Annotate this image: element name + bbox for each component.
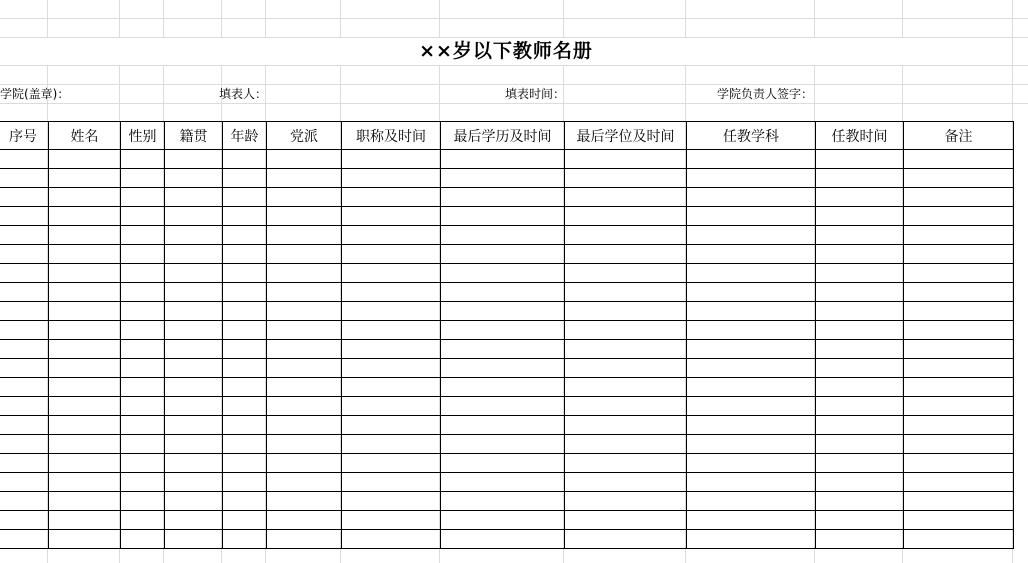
table-cell[interactable] — [441, 359, 565, 378]
table-cell[interactable] — [267, 207, 342, 226]
table-cell[interactable] — [223, 378, 267, 397]
table-cell[interactable] — [687, 226, 816, 245]
table-cell[interactable] — [342, 264, 441, 283]
table-cell[interactable] — [441, 264, 565, 283]
table-cell[interactable] — [267, 378, 342, 397]
table-row — [0, 169, 1014, 188]
table-cell[interactable] — [49, 207, 121, 226]
header-party[interactable]: 党派 — [267, 122, 342, 150]
table-cell[interactable] — [565, 473, 687, 492]
table-cell[interactable] — [904, 188, 1014, 207]
table-cell[interactable] — [904, 511, 1014, 530]
table-cell[interactable] — [816, 283, 904, 302]
table-cell[interactable] — [441, 321, 565, 340]
table-cell[interactable] — [49, 473, 121, 492]
table-cell[interactable] — [49, 511, 121, 530]
table-row — [0, 378, 1014, 397]
table-row — [0, 473, 1014, 492]
table-cell[interactable] — [687, 359, 816, 378]
table-cell[interactable] — [121, 264, 165, 283]
table-cell[interactable] — [165, 530, 223, 549]
table-row — [0, 416, 1014, 435]
table-cell[interactable] — [687, 207, 816, 226]
table-cell[interactable] — [687, 188, 816, 207]
table-cell[interactable] — [565, 188, 687, 207]
table-cell[interactable] — [904, 473, 1014, 492]
table-cell[interactable] — [49, 169, 121, 188]
table-cell[interactable] — [121, 321, 165, 340]
header-subject[interactable]: 任教学科 — [687, 122, 816, 150]
table-cell[interactable] — [904, 264, 1014, 283]
table-cell[interactable] — [0, 226, 49, 245]
table-cell[interactable] — [267, 492, 342, 511]
table-row — [0, 150, 1014, 169]
table-cell[interactable] — [121, 473, 165, 492]
table-cell[interactable] — [904, 378, 1014, 397]
table-cell[interactable] — [165, 435, 223, 454]
grid-row-line — [0, 18, 1028, 19]
table-cell[interactable] — [687, 511, 816, 530]
table-cell[interactable] — [687, 397, 816, 416]
table-cell[interactable] — [816, 454, 904, 473]
table-cell[interactable] — [121, 226, 165, 245]
header-gender[interactable]: 性别 — [121, 122, 165, 150]
table-cell[interactable] — [816, 530, 904, 549]
table-cell[interactable] — [342, 283, 441, 302]
table-cell[interactable] — [441, 397, 565, 416]
table-cell[interactable] — [565, 416, 687, 435]
table-cell[interactable] — [342, 416, 441, 435]
table-row — [0, 397, 1014, 416]
table-cell[interactable] — [816, 378, 904, 397]
table-cell[interactable] — [0, 397, 49, 416]
table-row — [0, 226, 1014, 245]
table-row — [0, 435, 1014, 454]
header-degree-and-date[interactable]: 最后学位及时间 — [565, 122, 687, 150]
table-cell[interactable] — [223, 321, 267, 340]
header-row — [0, 122, 1014, 150]
table-cell[interactable] — [342, 321, 441, 340]
fill-time-label[interactable]: 填表时间： — [505, 87, 566, 101]
table-cell[interactable] — [342, 473, 441, 492]
table-cell[interactable] — [165, 207, 223, 226]
table-cell[interactable] — [49, 321, 121, 340]
table-cell[interactable] — [223, 340, 267, 359]
table-cell[interactable] — [49, 245, 121, 264]
table-cell[interactable] — [904, 397, 1014, 416]
table-cell[interactable] — [0, 359, 49, 378]
table-cell[interactable] — [121, 530, 165, 549]
table-cell[interactable] — [0, 454, 49, 473]
table-row — [0, 530, 1014, 549]
table-cell[interactable] — [342, 378, 441, 397]
table-cell[interactable] — [441, 340, 565, 359]
table-cell[interactable] — [687, 435, 816, 454]
table-cell[interactable] — [342, 207, 441, 226]
table-cell[interactable] — [267, 530, 342, 549]
table-cell[interactable] — [687, 473, 816, 492]
table-cell[interactable] — [267, 359, 342, 378]
table-cell[interactable] — [342, 435, 441, 454]
table-row — [0, 340, 1014, 359]
table-cell[interactable] — [121, 511, 165, 530]
table-cell[interactable] — [267, 340, 342, 359]
table-cell[interactable] — [267, 169, 342, 188]
table-cell[interactable] — [565, 340, 687, 359]
table-row — [0, 283, 1014, 302]
table-cell[interactable] — [816, 397, 904, 416]
table-cell[interactable] — [441, 226, 565, 245]
header-name[interactable]: 姓名 — [49, 122, 121, 150]
table-cell[interactable] — [165, 169, 223, 188]
table-cell[interactable] — [223, 492, 267, 511]
table-cell[interactable] — [904, 245, 1014, 264]
table-cell[interactable] — [904, 226, 1014, 245]
table-cell[interactable] — [441, 169, 565, 188]
table-row — [0, 245, 1014, 264]
table-cell[interactable] — [342, 397, 441, 416]
table-cell[interactable] — [565, 492, 687, 511]
table-cell[interactable] — [441, 150, 565, 169]
table-cell[interactable] — [0, 264, 49, 283]
table-cell[interactable] — [687, 340, 816, 359]
table-cell[interactable] — [223, 416, 267, 435]
table-cell[interactable] — [904, 169, 1014, 188]
table-cell[interactable] — [49, 340, 121, 359]
table-cell[interactable] — [49, 226, 121, 245]
table-cell[interactable] — [904, 435, 1014, 454]
table-cell[interactable] — [49, 492, 121, 511]
table-cell[interactable] — [904, 454, 1014, 473]
table-cell[interactable] — [267, 264, 342, 283]
table-cell[interactable] — [687, 264, 816, 283]
table-cell[interactable] — [49, 397, 121, 416]
table-cell[interactable] — [0, 530, 49, 549]
table-cell[interactable] — [165, 264, 223, 283]
table-cell[interactable] — [342, 454, 441, 473]
table-cell[interactable] — [0, 321, 49, 340]
table-cell[interactable] — [0, 169, 49, 188]
table-cell[interactable] — [904, 150, 1014, 169]
table-cell[interactable] — [441, 435, 565, 454]
table-cell[interactable] — [565, 530, 687, 549]
table-row — [0, 511, 1014, 530]
table-cell[interactable] — [687, 378, 816, 397]
table-cell[interactable] — [0, 416, 49, 435]
table-cell[interactable] — [565, 378, 687, 397]
table-cell[interactable] — [0, 188, 49, 207]
table-cell[interactable] — [267, 511, 342, 530]
table-cell[interactable] — [342, 188, 441, 207]
table-cell[interactable] — [49, 264, 121, 283]
table-cell[interactable] — [0, 492, 49, 511]
table-cell[interactable] — [441, 473, 565, 492]
table-cell[interactable] — [342, 226, 441, 245]
table-cell[interactable] — [565, 150, 687, 169]
table-cell[interactable] — [816, 321, 904, 340]
grid-row-line — [0, 103, 1028, 104]
table-cell[interactable] — [904, 530, 1014, 549]
table-cell[interactable] — [816, 188, 904, 207]
table-row — [0, 302, 1014, 321]
table-cell[interactable] — [904, 416, 1014, 435]
table-cell[interactable] — [565, 302, 687, 321]
table-cell[interactable] — [816, 511, 904, 530]
table-cell[interactable] — [267, 226, 342, 245]
table-row — [0, 264, 1014, 283]
table-cell[interactable] — [565, 283, 687, 302]
table-cell[interactable] — [223, 150, 267, 169]
table-cell[interactable] — [121, 245, 165, 264]
table-cell[interactable] — [565, 321, 687, 340]
table-cell[interactable] — [267, 150, 342, 169]
header-native-place[interactable]: 籍贯 — [165, 122, 223, 150]
table-cell[interactable] — [223, 359, 267, 378]
table-cell[interactable] — [267, 321, 342, 340]
table-cell[interactable] — [904, 302, 1014, 321]
table-cell[interactable] — [223, 511, 267, 530]
table-cell[interactable] — [0, 283, 49, 302]
header-serial-no[interactable]: 序号 — [0, 122, 49, 150]
table-cell[interactable] — [49, 359, 121, 378]
table-cell[interactable] — [0, 302, 49, 321]
table-cell[interactable] — [687, 492, 816, 511]
table-cell[interactable] — [816, 340, 904, 359]
filled-by-label[interactable]: 填表人： — [219, 87, 268, 101]
table-cell[interactable] — [121, 359, 165, 378]
table-cell[interactable] — [904, 283, 1014, 302]
table-cell[interactable] — [223, 264, 267, 283]
table-cell[interactable] — [165, 226, 223, 245]
table-cell[interactable] — [223, 530, 267, 549]
header-remarks[interactable]: 备注 — [904, 122, 1014, 150]
table-cell[interactable] — [816, 169, 904, 188]
table-cell[interactable] — [816, 150, 904, 169]
table-cell[interactable] — [121, 302, 165, 321]
table-cell[interactable] — [565, 207, 687, 226]
table-cell[interactable] — [267, 245, 342, 264]
table-cell[interactable] — [267, 188, 342, 207]
table-cell[interactable] — [565, 226, 687, 245]
table-cell[interactable] — [816, 302, 904, 321]
table-cell[interactable] — [49, 435, 121, 454]
table-cell[interactable] — [165, 492, 223, 511]
table-cell[interactable] — [121, 188, 165, 207]
table-cell[interactable] — [687, 150, 816, 169]
table-cell[interactable] — [223, 226, 267, 245]
header-age[interactable]: 年龄 — [223, 122, 267, 150]
header-title-and-date[interactable]: 职称及时间 — [342, 122, 441, 150]
table-cell[interactable] — [816, 359, 904, 378]
table-cell[interactable] — [816, 435, 904, 454]
table-row — [0, 454, 1014, 473]
table-cell[interactable] — [223, 207, 267, 226]
table-cell[interactable] — [223, 302, 267, 321]
table-cell[interactable] — [121, 150, 165, 169]
table-cell[interactable] — [121, 207, 165, 226]
table-cell[interactable] — [0, 378, 49, 397]
table-cell[interactable] — [904, 359, 1014, 378]
table-cell[interactable] — [121, 378, 165, 397]
table-cell[interactable] — [165, 321, 223, 340]
table-cell[interactable] — [165, 188, 223, 207]
table-cell[interactable] — [441, 492, 565, 511]
table-cell[interactable] — [0, 473, 49, 492]
table-cell[interactable] — [121, 397, 165, 416]
table-cell[interactable] — [121, 283, 165, 302]
college-seal-label[interactable]: 学院(盖章)： — [0, 87, 70, 101]
table-cell[interactable] — [121, 169, 165, 188]
table-cell[interactable] — [441, 416, 565, 435]
table-cell[interactable] — [223, 169, 267, 188]
table-cell[interactable] — [565, 245, 687, 264]
table-cell[interactable] — [441, 207, 565, 226]
table-cell[interactable] — [342, 530, 441, 549]
table-cell[interactable] — [49, 530, 121, 549]
table-cell[interactable] — [441, 283, 565, 302]
table-cell[interactable] — [121, 492, 165, 511]
table-cell[interactable] — [342, 245, 441, 264]
table-cell[interactable] — [0, 340, 49, 359]
table-cell[interactable] — [49, 378, 121, 397]
table-cell[interactable] — [441, 454, 565, 473]
table-cell[interactable] — [0, 245, 49, 264]
table-row — [0, 188, 1014, 207]
table-cell[interactable] — [121, 435, 165, 454]
table-cell[interactable] — [165, 454, 223, 473]
table-cell[interactable] — [342, 359, 441, 378]
table-cell[interactable] — [223, 454, 267, 473]
table-cell[interactable] — [165, 397, 223, 416]
table-cell[interactable] — [165, 302, 223, 321]
table-cell[interactable] — [165, 416, 223, 435]
teacher-roster-table — [0, 121, 1014, 549]
table-cell[interactable] — [165, 511, 223, 530]
table-cell[interactable] — [165, 378, 223, 397]
table-row — [0, 321, 1014, 340]
table-cell[interactable] — [223, 283, 267, 302]
table-cell[interactable] — [165, 150, 223, 169]
table-cell[interactable] — [342, 511, 441, 530]
table-cell[interactable] — [441, 188, 565, 207]
header-teaching-since[interactable]: 任教时间 — [816, 122, 904, 150]
table-cell[interactable] — [565, 397, 687, 416]
table-cell[interactable] — [121, 416, 165, 435]
table-cell[interactable] — [223, 245, 267, 264]
table-cell[interactable] — [816, 473, 904, 492]
table-cell[interactable] — [165, 283, 223, 302]
table-cell[interactable] — [687, 530, 816, 549]
table-cell[interactable] — [816, 226, 904, 245]
table-cell[interactable] — [49, 188, 121, 207]
table-cell[interactable] — [49, 302, 121, 321]
table-cell[interactable] — [49, 416, 121, 435]
table-cell[interactable] — [165, 245, 223, 264]
table-row — [0, 492, 1014, 511]
table-cell[interactable] — [565, 359, 687, 378]
table-cell[interactable] — [816, 416, 904, 435]
page-title[interactable]: ××岁以下教师名册 — [419, 40, 593, 62]
table-cell[interactable] — [565, 264, 687, 283]
table-cell[interactable] — [342, 150, 441, 169]
table-cell[interactable] — [0, 435, 49, 454]
table-cell[interactable] — [816, 245, 904, 264]
table-cell[interactable] — [342, 340, 441, 359]
table-cell[interactable] — [816, 492, 904, 511]
table-cell[interactable] — [267, 283, 342, 302]
table-cell[interactable] — [165, 473, 223, 492]
table-cell[interactable] — [223, 188, 267, 207]
table-cell[interactable] — [816, 264, 904, 283]
dean-signature-label[interactable]: 学院负责人签字： — [717, 87, 814, 101]
table-cell[interactable] — [267, 454, 342, 473]
table-cell[interactable] — [441, 511, 565, 530]
table-cell[interactable] — [687, 283, 816, 302]
table-cell[interactable] — [165, 340, 223, 359]
table-cell[interactable] — [165, 359, 223, 378]
table-cell[interactable] — [904, 492, 1014, 511]
table-cell[interactable] — [565, 511, 687, 530]
table-cell[interactable] — [267, 473, 342, 492]
table-cell[interactable] — [49, 454, 121, 473]
table-cell[interactable] — [687, 454, 816, 473]
table-cell[interactable] — [687, 321, 816, 340]
roster-body — [0, 150, 1014, 549]
table-cell[interactable] — [0, 207, 49, 226]
table-cell[interactable] — [223, 435, 267, 454]
table-cell[interactable] — [342, 492, 441, 511]
header-education-and-date[interactable]: 最后学历及时间 — [441, 122, 565, 150]
table-cell[interactable] — [267, 397, 342, 416]
table-cell[interactable] — [816, 207, 904, 226]
table-cell[interactable] — [904, 321, 1014, 340]
table-cell[interactable] — [223, 473, 267, 492]
grid-row-line — [0, 65, 1028, 66]
table-cell[interactable] — [49, 150, 121, 169]
table-cell[interactable] — [687, 245, 816, 264]
table-cell[interactable] — [441, 245, 565, 264]
table-cell[interactable] — [565, 169, 687, 188]
table-cell[interactable] — [121, 454, 165, 473]
table-cell[interactable] — [267, 302, 342, 321]
table-row — [0, 359, 1014, 378]
table-cell[interactable] — [342, 302, 441, 321]
table-cell[interactable] — [121, 340, 165, 359]
table-cell[interactable] — [565, 435, 687, 454]
table-cell[interactable] — [49, 283, 121, 302]
table-cell[interactable] — [904, 207, 1014, 226]
table-cell[interactable] — [342, 169, 441, 188]
table-cell[interactable] — [904, 340, 1014, 359]
table-cell[interactable] — [267, 416, 342, 435]
table-cell[interactable] — [687, 169, 816, 188]
table-cell[interactable] — [687, 302, 816, 321]
table-cell[interactable] — [223, 397, 267, 416]
table-cell[interactable] — [441, 378, 565, 397]
table-cell[interactable] — [0, 511, 49, 530]
table-cell[interactable] — [565, 454, 687, 473]
table-cell[interactable] — [267, 435, 342, 454]
table-cell[interactable] — [687, 416, 816, 435]
table-cell[interactable] — [441, 302, 565, 321]
table-row — [0, 207, 1014, 226]
table-cell[interactable] — [441, 530, 565, 549]
table-cell[interactable] — [0, 150, 49, 169]
